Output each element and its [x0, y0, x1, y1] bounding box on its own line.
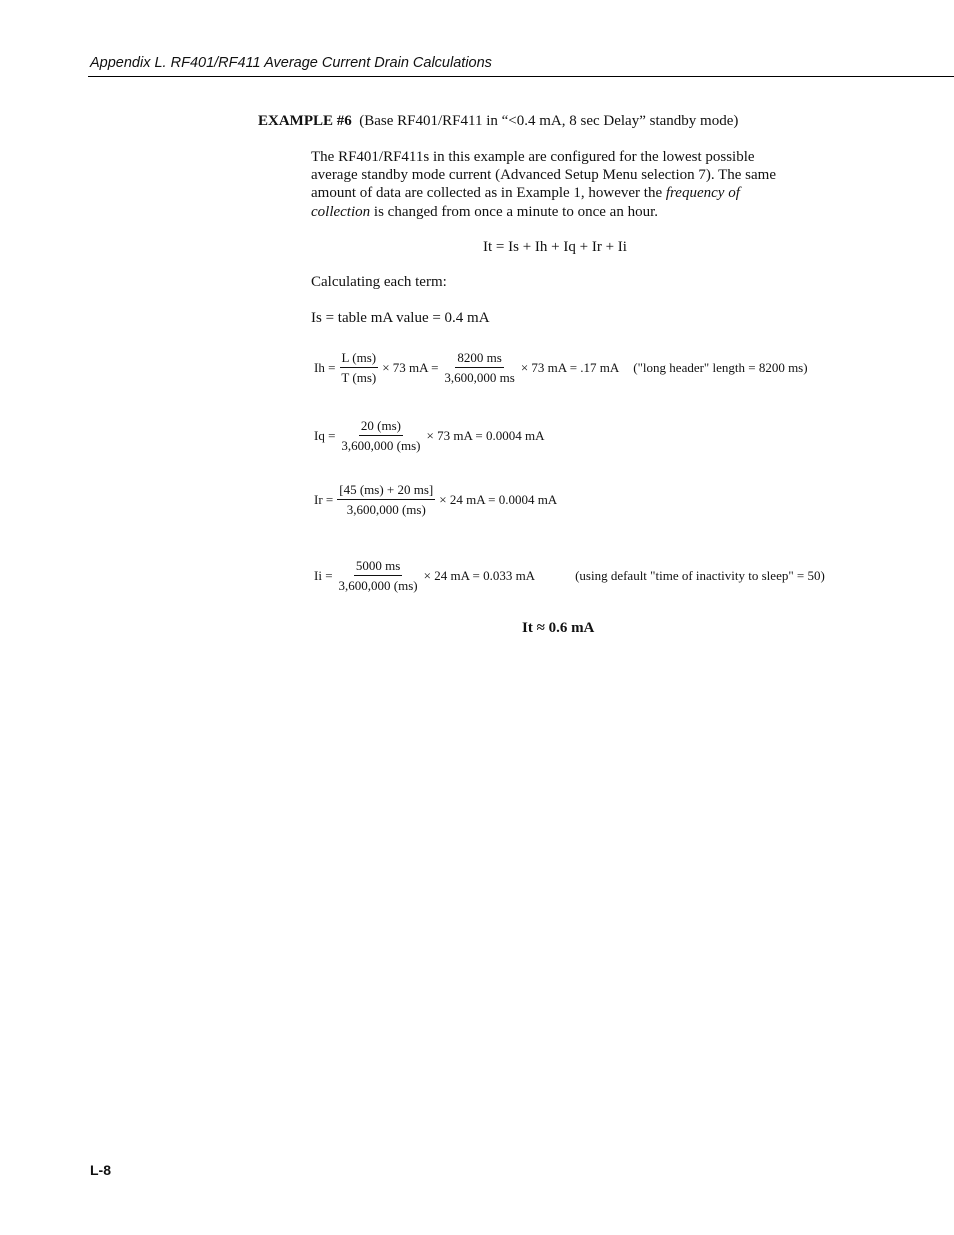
iq-denominator: 3,600,000 (ms) [341, 438, 421, 453]
header-title: Appendix L. RF401/RF411 Average Current Drain Calculations [90, 55, 492, 71]
ih-formula [314, 350, 808, 385]
ii-fraction [337, 558, 420, 593]
ih-numerator-2: 8200 ms [455, 350, 503, 368]
iq-formula [314, 418, 544, 453]
ih-note: ("long header" length = 8200 ms) [633, 359, 808, 375]
ir-denominator: 3,600,000 (ms) [346, 502, 426, 517]
example-number: EXAMPLE #6 [258, 113, 352, 129]
page-number: L-8 [90, 1162, 111, 1178]
calculating-label: Calculating each term: [311, 274, 447, 290]
intro-line-3-text: amount of data are collected as in Example 1, however the [311, 185, 666, 202]
ih-fraction-1 [339, 350, 378, 385]
intro-line-4-italic: collection [311, 203, 371, 220]
example-subtitle: (Base RF401/RF411 in “<0.4 mA, 8 sec Delay” standby mode) [359, 113, 739, 129]
total-result: It ≈ 0.6 mA [522, 620, 595, 636]
iq-fraction [339, 418, 422, 453]
ih-rhs: × 73 mA = .17 mA [520, 359, 620, 375]
intro-line-2: average standby mode current (Advanced Setup Menu selection 7). The same [311, 167, 776, 184]
intro-line-4-text: is changed from once a minute to once an hour. [370, 203, 658, 220]
ih-fraction-2 [442, 350, 516, 385]
ii-rhs: × 24 mA = 0.033 mA [423, 567, 536, 583]
ih-denominator-2: 3,600,000 ms [444, 370, 515, 385]
intro-line-3 [311, 184, 811, 202]
example-heading [258, 113, 738, 130]
intro-line-4 [311, 203, 811, 221]
ii-numerator: 5000 ms [354, 558, 402, 576]
ii-denominator: 3,600,000 (ms) [338, 578, 418, 593]
ii-formula [314, 558, 825, 593]
intro-paragraph [311, 148, 811, 221]
is-equation: Is = table mA value = 0.4 mA [311, 310, 490, 326]
ir-numerator: [45 (ms) + 20 ms] [337, 482, 435, 500]
page-header [88, 55, 954, 77]
main-equation: It = Is + Ih + Iq + Ir + Ii [483, 239, 627, 255]
ih-denominator-1: T (ms) [341, 370, 377, 385]
intro-line-3-italic: frequency of [665, 185, 740, 202]
ir-lhs: Ir = [314, 491, 334, 507]
ir-formula [314, 482, 557, 517]
ih-lhs: Ih = [314, 359, 336, 375]
intro-line-1: The RF401/RF411s in this example are configured for the lowest possible [311, 149, 755, 165]
ir-rhs: × 24 mA = 0.0004 mA [439, 491, 558, 507]
iq-rhs: × 73 mA = 0.0004 mA [426, 427, 545, 443]
ir-fraction [337, 482, 435, 517]
iq-numerator: 20 (ms) [359, 418, 403, 436]
ii-lhs: Ii = [314, 567, 333, 583]
ih-numerator-1: L (ms) [340, 350, 379, 368]
ih-mid: × 73 mA = [382, 359, 439, 375]
iq-lhs: Iq = [314, 427, 336, 443]
ii-note: (using default "time of inactivity to sleep" = 50) [575, 567, 825, 583]
